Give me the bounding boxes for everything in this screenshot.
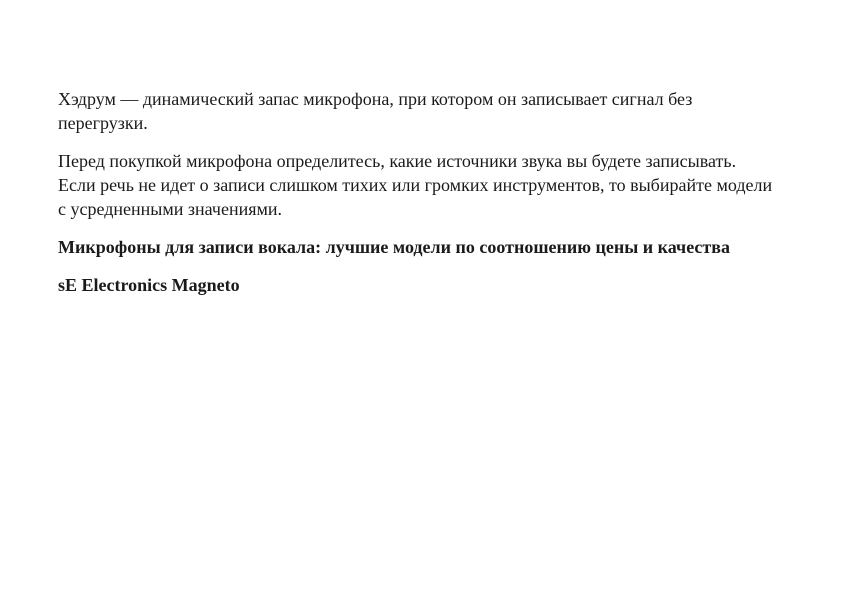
document-page: [58, 87, 778, 311]
section-heading-vocal-microphones: Микрофоны для записи вокала: лучшие модели по соотношению цены и качества: [58, 237, 730, 257]
subheading-product-name: sE Electronics Magneto: [58, 275, 240, 295]
paragraph-buying-advice: Перед покупкой микрофона определитесь, какие источники звука вы будете записывать. Если речь не идет о записи слишком тихих или громких инструментов, то выбирайте модели с усредненными значениями.: [58, 151, 773, 219]
paragraph-headroom-definition: Хэдрум — динамический запас микрофона, при котором он записывает сигнал без перегрузки.: [58, 89, 693, 133]
